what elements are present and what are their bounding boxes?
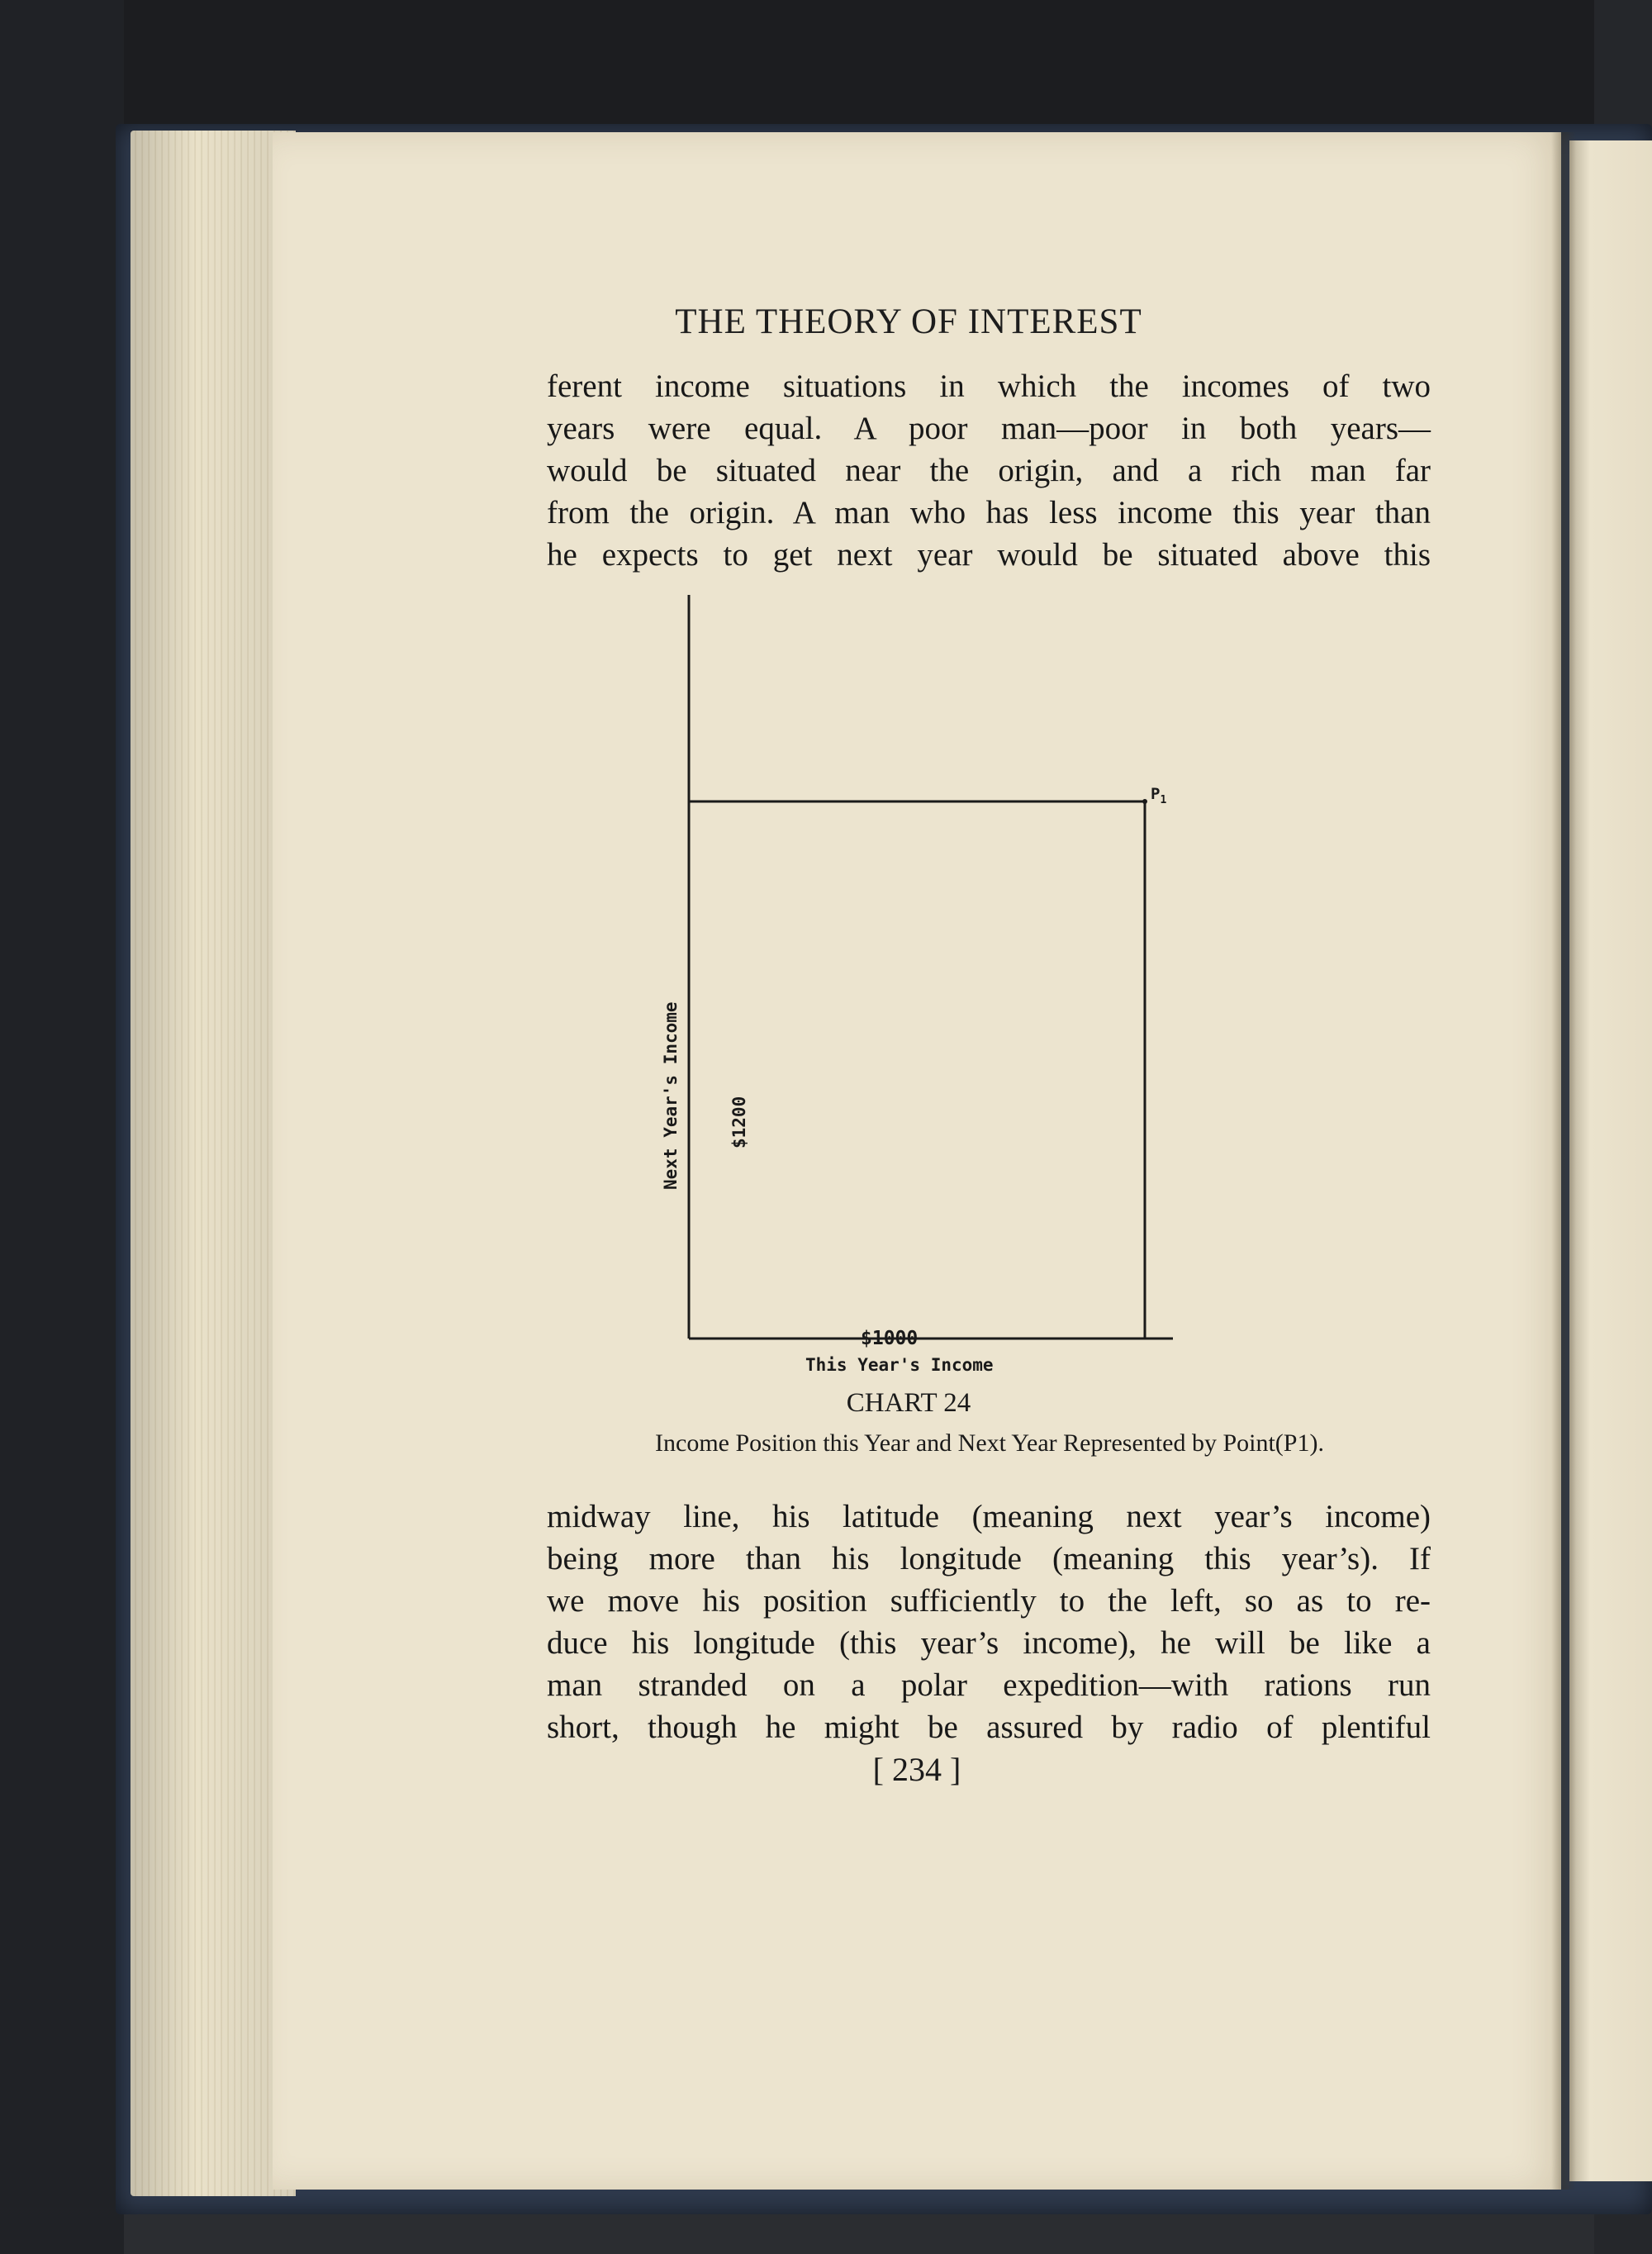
- text-line: short, though he might be assured by radio of plentiful: [547, 1710, 1431, 1745]
- text-line: duce his longitude (this year’s income), he will be like a: [547, 1625, 1431, 1661]
- page-number: [ 234 ]: [872, 1751, 961, 1788]
- point-label-p1: $P_1$: [1151, 785, 1167, 806]
- text-line: from the origin. A man who has less income this year than: [547, 495, 1431, 530]
- y-axis-title: Next Year's Income: [661, 1001, 681, 1190]
- point-p1: [1142, 799, 1147, 804]
- x-axis-title: This Year's Income: [805, 1355, 994, 1375]
- text-line: ferent income situations in which the incomes of two: [547, 369, 1431, 404]
- page-gutter: [1551, 132, 1576, 2190]
- facing-page: [1569, 140, 1652, 2181]
- y-tick-label: $1200: [729, 1096, 749, 1148]
- text-line: man stranded on a polar expedition—with rations run: [547, 1667, 1431, 1703]
- background-top: [0, 0, 1652, 140]
- text-line: would be situated near the origin, and a rich man far: [547, 453, 1431, 488]
- paragraph-top: [547, 365, 1431, 576]
- text-line: years were equal. A poor man—poor in both years—: [547, 411, 1431, 446]
- paragraph-bottom: [547, 1496, 1431, 1748]
- text-line: midway line, his latitude (meaning next year’s income): [547, 1499, 1431, 1534]
- x-tick-label: $1000: [861, 1328, 919, 1349]
- chart-caption: Income Position this Year and Next Year Represented by Point(P1).: [655, 1429, 1324, 1457]
- chart-24: [644, 595, 1173, 1372]
- background-left: [0, 0, 124, 2254]
- chart-label: CHART 24: [846, 1388, 971, 1418]
- text-line: being more than his longitude (meaning this year’s). If: [547, 1541, 1431, 1576]
- text-line: he expects to get next year would be situated above this: [547, 537, 1431, 573]
- text-line: we move his position sufficiently to the left, so as to re-: [547, 1583, 1431, 1619]
- running-head: THE THEORY OF INTEREST: [675, 302, 1142, 341]
